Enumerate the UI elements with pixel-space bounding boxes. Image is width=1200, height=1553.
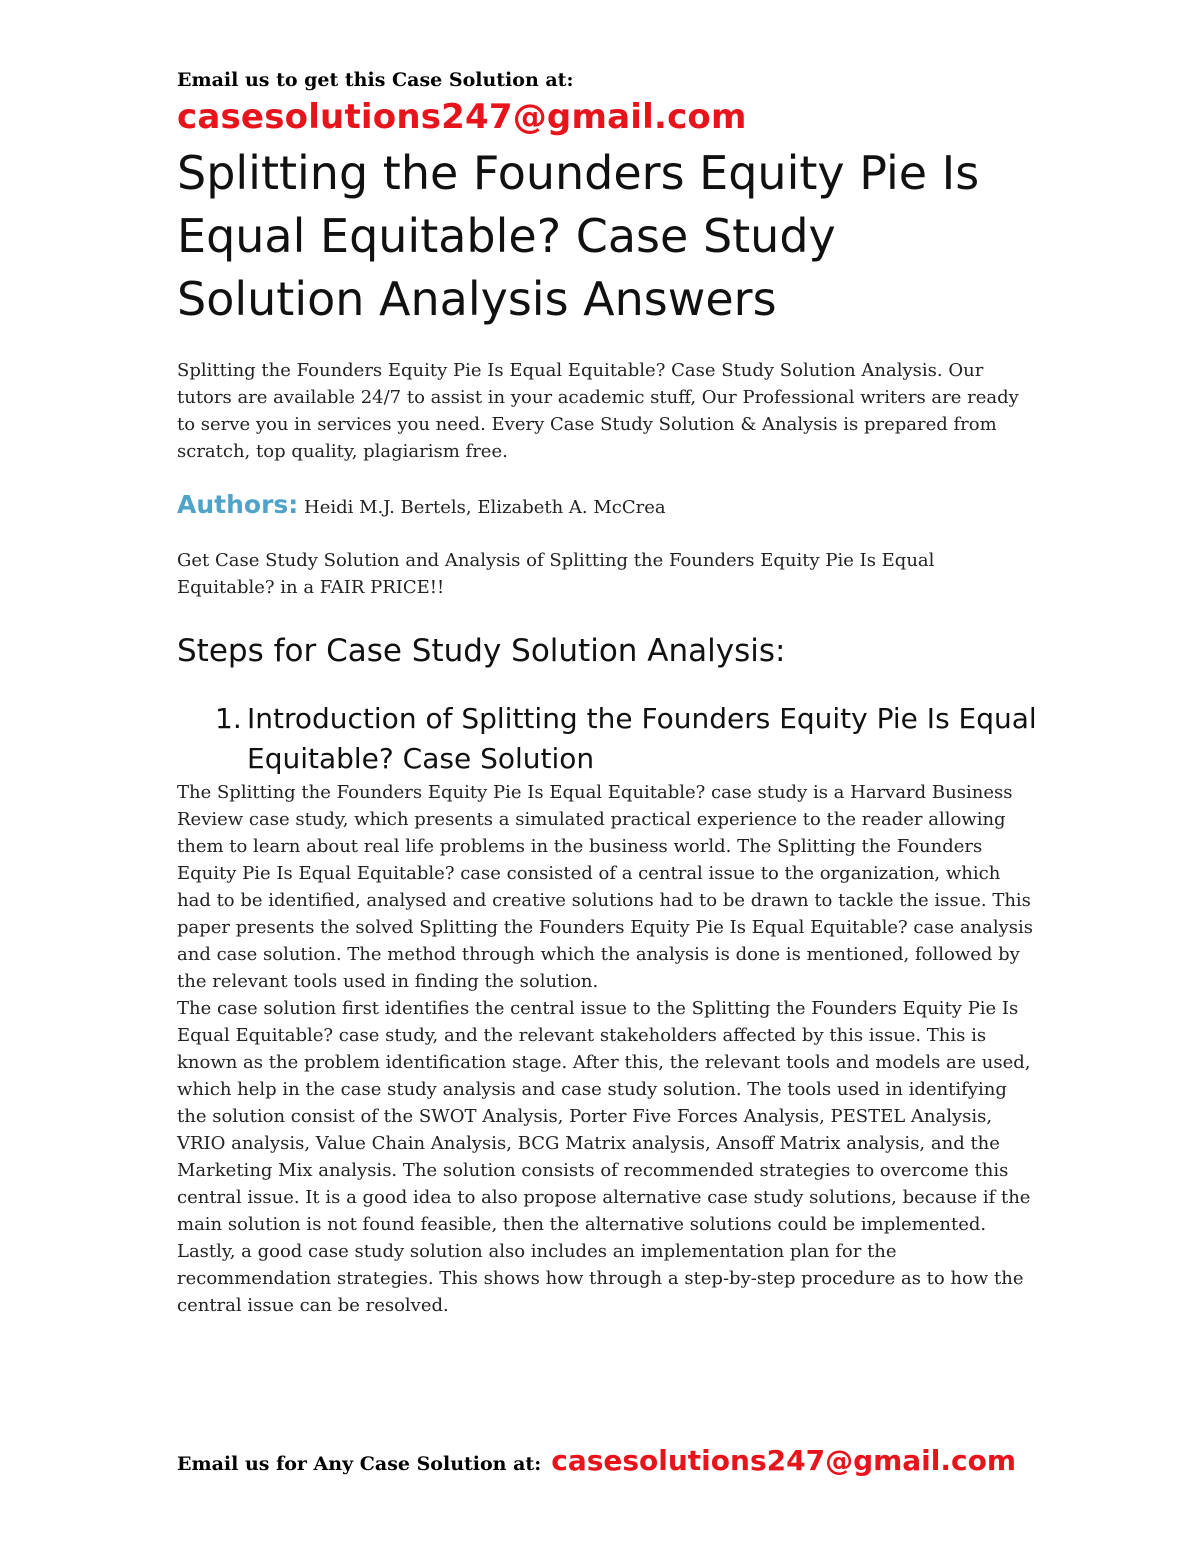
step-body-paragraph: The case solution first identifies the central issue to the Splitting the Founders Equity Pie Is Equal Equitable? case study, and the relevant stakeholders affected by this issue. This is known as the problem identification stage. After this, the relevant tools and models are used, which help in the case study analysis and case study solution. The tools used in identifying the solution consist of the SWOT Analysis, Porter Five Forces Analysis, PESTEL Analysis, VRIO analysis, Value Chain Analysis, BCG Matrix analysis, Ansoff Matrix analysis, and the Marketing Mix analysis. The solution consists of recommended strategies to overcome this central issue. It is a good idea to also propose alternative case study solutions, because if the main solution is not found feasible, then the alternative solutions could be implemented. Lastly, a good case study solution also includes an implementation plan for the recommendation strategies. This shows how through a step-by-step procedure as to how the central issue can be resolved. [177, 998, 1031, 1316]
page-title: Splitting the Founders Equity Pie Is Equal Equitable? Case Study Solution Analysis Answers [177, 146, 980, 326]
offer-paragraph: Get Case Study Solution and Analysis of Splitting the Founders Equity Pie Is Equal Equitable? in a FAIR PRICE!! [177, 550, 935, 598]
step-title: Introduction of Splitting the Founders Equity Pie Is Equal Equitable? Case Solution [247, 702, 1037, 775]
footer-email-label: Email us for Any Case Solution at: [177, 1453, 542, 1475]
steps-heading: Steps for Case Study Solution Analysis: [177, 633, 786, 669]
step-heading [215, 699, 1037, 779]
intro-paragraph: Splitting the Founders Equity Pie Is Equal Equitable? Case Study Solution Analysis. Our tutors are available 24/7 to assist in your academic stuff, Our Professional writers are ready to serve you in services you need. Every Case Study Solution & Analysis is prepared from scratch, top quality, plagiarism free. [177, 360, 1019, 462]
email-cta-label: Email us to get this Case Solution at: [177, 69, 574, 91]
document-content [177, 68, 1037, 1319]
authors-label: Authors: [177, 490, 299, 519]
authors-names: Heidi M.J. Bertels, Elizabeth A. McCrea [304, 497, 666, 518]
footer-email-cta [177, 1444, 1016, 1477]
authors-line [177, 491, 1037, 521]
email-address-link[interactable]: casesolutions247@gmail.com [177, 97, 747, 137]
step-body-paragraph: The Splitting the Founders Equity Pie Is Equal Equitable? case study is a Harvard Business Review case study, which presents a simulated practical experience to the reader allowing them to learn about real life problems in the business world. The Splitting the Founders Equity Pie Is Equal Equitable? case consisted of a central issue to the organization, which had to be identified, analysed and creative solutions had to be drawn to tackle the issue. This paper presents the solved Splitting the Founders Equity Pie Is Equal Equitable? case analysis and case solution. The method through which the analysis is done is mentioned, followed by the relevant tools used in finding the solution. [177, 782, 1034, 992]
footer-email-address-link[interactable]: casesolutions247@gmail.com [551, 1444, 1017, 1477]
step-number: 1. [215, 702, 242, 735]
